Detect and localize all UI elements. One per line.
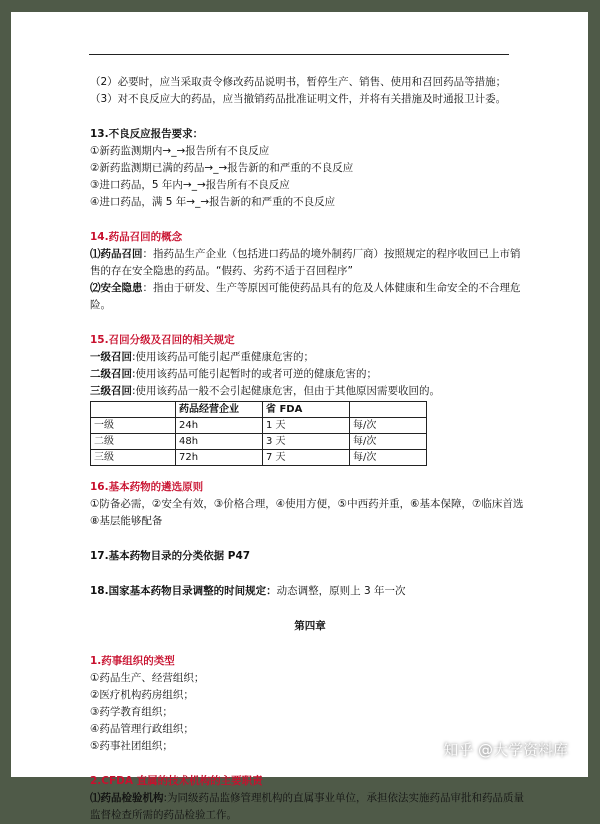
section-15-title: 15.召回分级及召回的相关规定 [90, 334, 235, 346]
list-item: ③药学教育组织； [90, 706, 173, 718]
recall-level-text: :使用该药品可能引起暂时的或者可逆的健康危害的； [132, 368, 378, 380]
section-13-title: 13.不良反应报告要求： [90, 128, 204, 140]
term-text: :为同级药品监修管理机构的直属事业单位，承担依法实施药品审批和药品质量监督检查所需的药品检验工作。 [90, 792, 525, 821]
table-cell: 1 天 [263, 418, 350, 434]
section-13-item: ①新药监测期内→_→报告所有不良反应 [90, 145, 270, 157]
recall-level [90, 366, 530, 383]
table-cell: 48h [176, 434, 263, 450]
recall-level [90, 349, 530, 366]
recall-level-text: :使用该药品一般不会引起健康危害，但由于其他原因需要收回的。 [132, 385, 441, 397]
intro-line-2: （3）对不良反应大的药品，应当撤销药品批准证明文件，并将有关措施及时通报卫计委。 [90, 93, 507, 105]
table-row [91, 434, 427, 450]
section-13-item: ②新药监测期已满的药品→_→报告新的和严重的不良反应 [90, 162, 354, 174]
table-header-row [91, 402, 427, 418]
term-text: ：指由于研发、生产等原因可能使药品具有的危及人体健康和生命安全的不合理危险。 [90, 282, 521, 311]
recall-table [90, 401, 427, 466]
term-label: ⑴药品召回 [90, 248, 143, 260]
list-item: ②医疗机构药房组织； [90, 689, 194, 701]
term-label: ⑵安全隐患 [90, 282, 143, 294]
section-14-title: 14.药品召回的概念 [90, 231, 183, 243]
header-rule [89, 54, 509, 55]
section-13-item: ④进口药品，满 5 年→_→报告新的和严重的不良反应 [90, 196, 336, 208]
chapter-section-2-title: 2.CFDA 直属的技术机构的主要职责 [90, 775, 263, 787]
table-cell: 一级 [91, 418, 176, 434]
list-item: ⑤药事社团组织； [90, 740, 173, 752]
section-17-title: 17.基本药物目录的分类依据 P47 [90, 550, 251, 562]
section-13-item: ③进口药品，5 年内→_→报告所有不良反应 [90, 179, 290, 191]
table-cell: 7 天 [263, 450, 350, 466]
chapter-section-1-title: 1.药事组织的类型 [90, 655, 175, 667]
list-item: ④药品管理行政组织； [90, 723, 194, 735]
chapter-section-2-paragraph [90, 790, 530, 824]
table-cell: 二级 [91, 434, 176, 450]
table-header-cell [91, 402, 176, 418]
table-cell: 24h [176, 418, 263, 434]
document-content [90, 74, 530, 824]
term-text: ：指药品生产企业（包括进口药品的境外制药厂商）按照规定的程序收回已上市销售的存在安全隐患的药品。“假药、劣药不适于召回程序” [90, 248, 521, 277]
section-18-text: 动态调整，原则上 3 年一次 [276, 585, 406, 597]
recall-level-label: 一级召回 [90, 351, 132, 363]
section-14-paragraph-1 [90, 246, 530, 280]
table-cell: 每/次 [350, 450, 427, 466]
table-cell: 每/次 [350, 434, 427, 450]
chapter-title: 第四章 [294, 620, 326, 632]
recall-level-text: :使用该药品可能引起严重健康危害的； [132, 351, 315, 363]
table-cell: 3 天 [263, 434, 350, 450]
intro-line-1: （2）必要时，应当采取责令修改药品说明书，暂停生产、销售、使用和召回药品等措施； [90, 76, 507, 88]
table-cell: 三级 [91, 450, 176, 466]
section-16-text: ①防备必需，②安全有效，③价格合理，④使用方便，⑤中西药并重，⑥基本保障，⑦临床首选⑧基层能够配备 [90, 498, 524, 527]
table-header-cell [350, 402, 427, 418]
recall-level [90, 383, 530, 400]
section-14-paragraph-2 [90, 280, 530, 314]
recall-level-label: 二级召回 [90, 368, 132, 380]
list-item: ①药品生产、经营组织； [90, 672, 205, 684]
term-label: ⑴药品检验机构 [90, 792, 164, 804]
section-16-title: 16.基本药物的遴选原则 [90, 481, 204, 493]
table-cell: 72h [176, 450, 263, 466]
section-18 [90, 583, 530, 600]
table-header-cell: 省 FDA [263, 402, 350, 418]
table-row [91, 418, 427, 434]
table-header-cell: 药品经营企业 [176, 402, 263, 418]
document-page [11, 12, 588, 821]
table-cell: 每/次 [350, 418, 427, 434]
recall-level-label: 三级召回 [90, 385, 132, 397]
table-row [91, 450, 427, 466]
section-18-title: 18.国家基本药物目录调整的时间规定： [90, 585, 277, 597]
watermark: 知乎 @大学资料库 [443, 741, 568, 759]
